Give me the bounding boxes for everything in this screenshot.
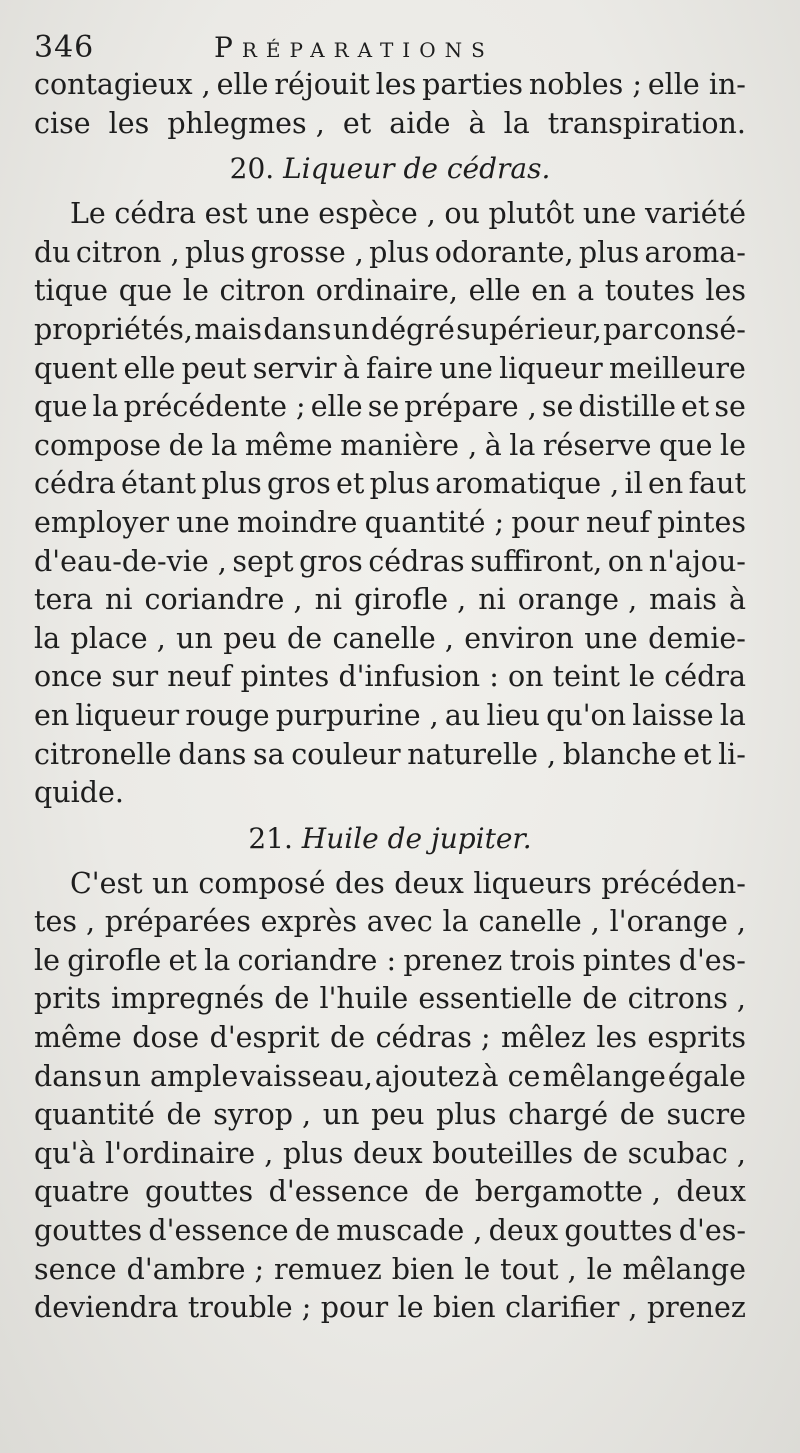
word: teint (552, 660, 620, 694)
word: Le (70, 197, 106, 231)
word: moindre (237, 505, 358, 539)
word: orange , (517, 583, 638, 617)
word: lieu (486, 698, 540, 732)
text-line (34, 195, 746, 234)
word: place , (70, 621, 166, 655)
word: la (34, 621, 61, 655)
word: ni (104, 583, 133, 617)
word: purpurine , (275, 698, 439, 732)
word: contagieux , (34, 68, 211, 101)
word: la (92, 390, 119, 424)
text-line (34, 427, 746, 466)
word: citronelle (34, 737, 172, 771)
word: variété (644, 197, 746, 231)
text-line (34, 658, 746, 697)
word: de (168, 428, 204, 462)
word: le (464, 1252, 491, 1286)
word: elle (310, 390, 363, 424)
word: d'essence (148, 1214, 289, 1248)
word: plutôt (488, 197, 575, 231)
word: que (34, 390, 88, 424)
word: que (118, 274, 173, 308)
word: d'esprit (209, 1021, 320, 1055)
word: faire (366, 351, 434, 385)
word: une (256, 197, 310, 231)
word: cédra (114, 197, 197, 231)
word: a (577, 274, 595, 308)
word: tout , (500, 1252, 577, 1286)
word: espèce , (318, 197, 436, 231)
word: peu (371, 1098, 425, 1132)
word: gros (267, 467, 331, 501)
word: ajoutez (374, 1059, 480, 1093)
word: gouttes (34, 1214, 143, 1248)
word: à (342, 351, 360, 385)
word: de (287, 621, 323, 655)
text-line (34, 1019, 746, 1058)
word: se (367, 390, 400, 424)
word: et (683, 737, 712, 771)
word: environ (464, 621, 574, 655)
text-line (34, 1212, 746, 1251)
running-head: Préparations (214, 31, 494, 64)
text-line (34, 736, 746, 775)
word: avec (366, 905, 433, 939)
word: quatre (34, 1175, 130, 1209)
word: once (34, 660, 103, 694)
word: des (335, 866, 385, 900)
word: dans (34, 1059, 103, 1093)
word: muscade , (336, 1214, 483, 1248)
word: le (719, 428, 746, 462)
text-line (34, 1135, 746, 1174)
word: gros (299, 544, 363, 578)
word: elle (468, 274, 521, 308)
word: l'orange , (609, 905, 746, 939)
word: liqueurs (473, 866, 592, 900)
word: l'huile (319, 982, 409, 1016)
word: les (705, 274, 746, 308)
page-number: 346 (34, 30, 95, 65)
word: bien (391, 1252, 455, 1286)
word: manière , (340, 428, 478, 462)
word: canelle , (478, 905, 600, 939)
text-line (34, 311, 746, 350)
word: la (211, 428, 238, 462)
word: dégré (370, 312, 455, 346)
word: chargé (508, 1098, 609, 1132)
word: prits (34, 982, 102, 1016)
word: meilleure (608, 351, 746, 385)
word: et (342, 106, 372, 140)
word: tes , (34, 905, 96, 939)
word: aroma- (644, 235, 746, 269)
word: deux (676, 1175, 746, 1209)
word: en (531, 274, 567, 308)
word: rouge (185, 698, 270, 732)
word: plus (369, 467, 430, 501)
word: une (176, 505, 230, 539)
word: exprès (260, 905, 357, 939)
word: supérieur, (456, 312, 602, 346)
word: mêlez (501, 1021, 586, 1055)
text-line (34, 465, 746, 504)
word: pour (320, 1291, 389, 1325)
word: d'infusion : (338, 660, 499, 694)
word: se (541, 390, 574, 424)
word: on (607, 544, 644, 578)
word: à (728, 583, 746, 617)
text-line (34, 581, 746, 620)
word: remuez (274, 1252, 382, 1286)
word: ni (314, 583, 343, 617)
word: du (34, 235, 71, 269)
word: sur (111, 660, 159, 694)
word: et (681, 390, 710, 424)
word: nobles ; (528, 68, 642, 101)
paragraph-liqueur-de-cedras (34, 195, 746, 813)
word: que (658, 428, 713, 462)
word: citron (219, 274, 306, 308)
word: même (34, 1021, 122, 1055)
word: par (603, 312, 652, 346)
paragraph-huile-de-jupiter (34, 865, 746, 1328)
word: liqueur (499, 351, 603, 385)
section-heading-20 (34, 143, 746, 195)
word: quantité ; (364, 505, 505, 539)
word: de (582, 982, 618, 1016)
section-title: Huile de jupiter. (301, 821, 532, 855)
word: à ce (481, 1059, 541, 1093)
word: pour (511, 505, 579, 539)
word: le (586, 1252, 613, 1286)
word: neuf (167, 660, 232, 694)
word: le (397, 1291, 424, 1325)
word: le (34, 943, 60, 977)
word: préparées (104, 905, 251, 939)
word: de (274, 982, 310, 1016)
text-line (34, 1096, 746, 1135)
word: un (152, 866, 189, 900)
word: il (624, 467, 643, 501)
word: deux (488, 1214, 559, 1248)
word: blanche (562, 737, 677, 771)
word: dans (178, 737, 247, 771)
word: parties (422, 68, 524, 101)
word: de (619, 1098, 655, 1132)
word: impregnés (111, 982, 265, 1016)
text-line (34, 980, 746, 1019)
word: cise (34, 106, 91, 140)
word: prenez (403, 943, 503, 977)
body-text (34, 66, 746, 1328)
word: aromatique , (435, 467, 620, 501)
word: de (166, 1098, 202, 1132)
word: scubac , (627, 1136, 746, 1170)
word: odorante, (434, 235, 574, 269)
word: elle in- (647, 68, 746, 101)
word: réserve (542, 428, 652, 462)
word: d'ambre ; (126, 1252, 265, 1286)
text-line (34, 350, 746, 389)
word: les (108, 106, 150, 140)
word: demie- (648, 621, 746, 655)
word: deviendra (34, 1291, 179, 1325)
word: d'essence (268, 1175, 409, 1209)
word: sence (34, 1252, 117, 1286)
word: d'eau-de-vie , (34, 544, 227, 578)
word: n'ajou- (648, 544, 746, 578)
word: la (204, 943, 231, 977)
word: girofle (67, 943, 162, 977)
text-line (34, 865, 746, 904)
word: compose (34, 428, 162, 462)
text-line (34, 697, 746, 736)
word: mêlange (542, 1059, 666, 1093)
word: est (204, 197, 248, 231)
word: mais (194, 312, 262, 346)
word: un ample (104, 1059, 239, 1093)
word: prépare , (404, 390, 537, 424)
word: coriandre , (144, 583, 303, 617)
text-line (34, 942, 746, 981)
word: faut (688, 467, 746, 501)
word: gouttes (564, 1214, 673, 1248)
text-line (34, 105, 746, 144)
word: une (584, 621, 638, 655)
word: mais (649, 583, 717, 617)
word: on (507, 660, 544, 694)
word: peu (223, 621, 277, 655)
text-line (34, 66, 746, 105)
word: tera (34, 583, 93, 617)
word: grosse , (250, 235, 364, 269)
word: une (439, 351, 493, 385)
word: gouttes (145, 1175, 254, 1209)
word: dose (132, 1021, 200, 1055)
word: la (509, 428, 536, 462)
word: sept (232, 544, 294, 578)
text-line (34, 1173, 746, 1212)
word: d'es- (678, 943, 746, 977)
text-line (34, 234, 746, 273)
text-line (34, 272, 746, 311)
word: un (176, 621, 213, 655)
word: ou (444, 197, 480, 231)
word: citron , (75, 235, 180, 269)
word: plus (201, 467, 262, 501)
word: et (336, 467, 365, 501)
word: laisse (632, 698, 714, 732)
word: plus (436, 1098, 497, 1132)
word: à (468, 106, 486, 140)
word: coriandre : (237, 943, 397, 977)
word: propriétés, (34, 312, 193, 346)
word: elle (123, 351, 176, 385)
word: peut (181, 351, 247, 385)
word: plus (369, 235, 430, 269)
word: mêlange (622, 1252, 746, 1286)
word: réjouit (274, 68, 370, 101)
word: elle (216, 68, 269, 101)
word: esprits (647, 1021, 746, 1055)
word: transpiration. (547, 106, 746, 140)
word: pintes (657, 505, 746, 539)
word: pintes (582, 943, 672, 977)
word: qu'on (546, 698, 627, 732)
word: étant (120, 467, 197, 501)
word: syrop , (213, 1098, 312, 1132)
word: une (582, 197, 637, 231)
word: les (596, 1021, 637, 1055)
section-title: Liqueur de cédras. (283, 152, 551, 186)
word: canelle , (332, 621, 454, 655)
word: précéden- (601, 866, 746, 900)
word: bergamotte , (474, 1175, 661, 1209)
word: et (168, 943, 197, 977)
word: quantité (34, 1098, 155, 1132)
word: cédras ; (375, 1021, 491, 1055)
word: de (582, 1136, 618, 1170)
word: li- (718, 737, 746, 771)
word: trois (509, 943, 576, 977)
word: neuf (585, 505, 651, 539)
word: même (244, 428, 333, 462)
text-line (34, 774, 746, 813)
word: sucre (666, 1098, 746, 1132)
word: de (424, 1175, 460, 1209)
word: bien (433, 1291, 496, 1325)
word: précédente ; (123, 390, 306, 424)
word: sa (253, 737, 285, 771)
word: plus (184, 235, 246, 269)
word: tique (34, 274, 109, 308)
word: en (648, 467, 684, 501)
text-line (34, 903, 746, 942)
word: pintes (240, 660, 330, 694)
word: plus (578, 235, 640, 269)
word: un (322, 1098, 360, 1132)
word: couleur (291, 737, 401, 771)
word: liqueur (75, 698, 180, 732)
text-line (34, 620, 746, 659)
word: le (629, 660, 656, 694)
section-number: 20. (229, 152, 275, 186)
word: la (503, 106, 530, 140)
word: à (484, 428, 502, 462)
word: trouble ; (187, 1291, 312, 1325)
word: C'est (70, 866, 143, 900)
word: cédra (664, 660, 746, 694)
word: qu'à (34, 1136, 96, 1170)
word: égale (667, 1059, 746, 1093)
text-line (34, 543, 746, 582)
word: phlegmes , (167, 106, 325, 140)
word: vaisseau, (240, 1059, 373, 1093)
section-number: 21. (248, 821, 293, 855)
word: deux (353, 1136, 423, 1170)
text-line (34, 388, 746, 427)
word: la (442, 905, 469, 939)
text-line (34, 1251, 746, 1290)
text-line (34, 504, 746, 543)
text-line (34, 1058, 746, 1097)
paragraph-continuation (34, 66, 746, 143)
word: cédra (34, 467, 116, 501)
text-line (34, 1289, 746, 1328)
word: consé- (653, 312, 746, 346)
word: distille (578, 390, 677, 424)
word: aide (389, 106, 451, 140)
word: en (34, 698, 70, 732)
word: clarifier , (505, 1291, 638, 1325)
word: de (294, 1214, 330, 1248)
word: cédras (368, 544, 465, 578)
word: l'ordinaire , (105, 1136, 274, 1170)
word: essentielle (418, 982, 573, 1016)
word: quide. (34, 776, 124, 810)
word: ordinaire, (315, 274, 458, 308)
word: girofle , (354, 583, 467, 617)
word: dans (263, 312, 332, 346)
word: employer (34, 505, 169, 539)
word: le (182, 274, 209, 308)
word: ni (478, 583, 506, 617)
word: servir (252, 351, 337, 385)
word: deux (394, 866, 464, 900)
section-heading-21 (34, 813, 746, 865)
word: au (444, 698, 481, 732)
page-header (34, 28, 754, 68)
word: toutes (604, 274, 695, 308)
word: bouteilles (432, 1136, 574, 1170)
word: les (375, 68, 417, 101)
word: composé (198, 866, 326, 900)
word: prenez (646, 1291, 746, 1325)
word: la (719, 698, 746, 732)
word: suffiront, (470, 544, 603, 578)
word: de (330, 1021, 366, 1055)
word: naturelle , (407, 737, 557, 771)
word: citrons , (627, 982, 746, 1016)
word: quent (34, 351, 118, 385)
word: plus (282, 1136, 344, 1170)
word: d'es- (678, 1214, 746, 1248)
word: un (332, 312, 370, 346)
word: se (714, 390, 746, 424)
